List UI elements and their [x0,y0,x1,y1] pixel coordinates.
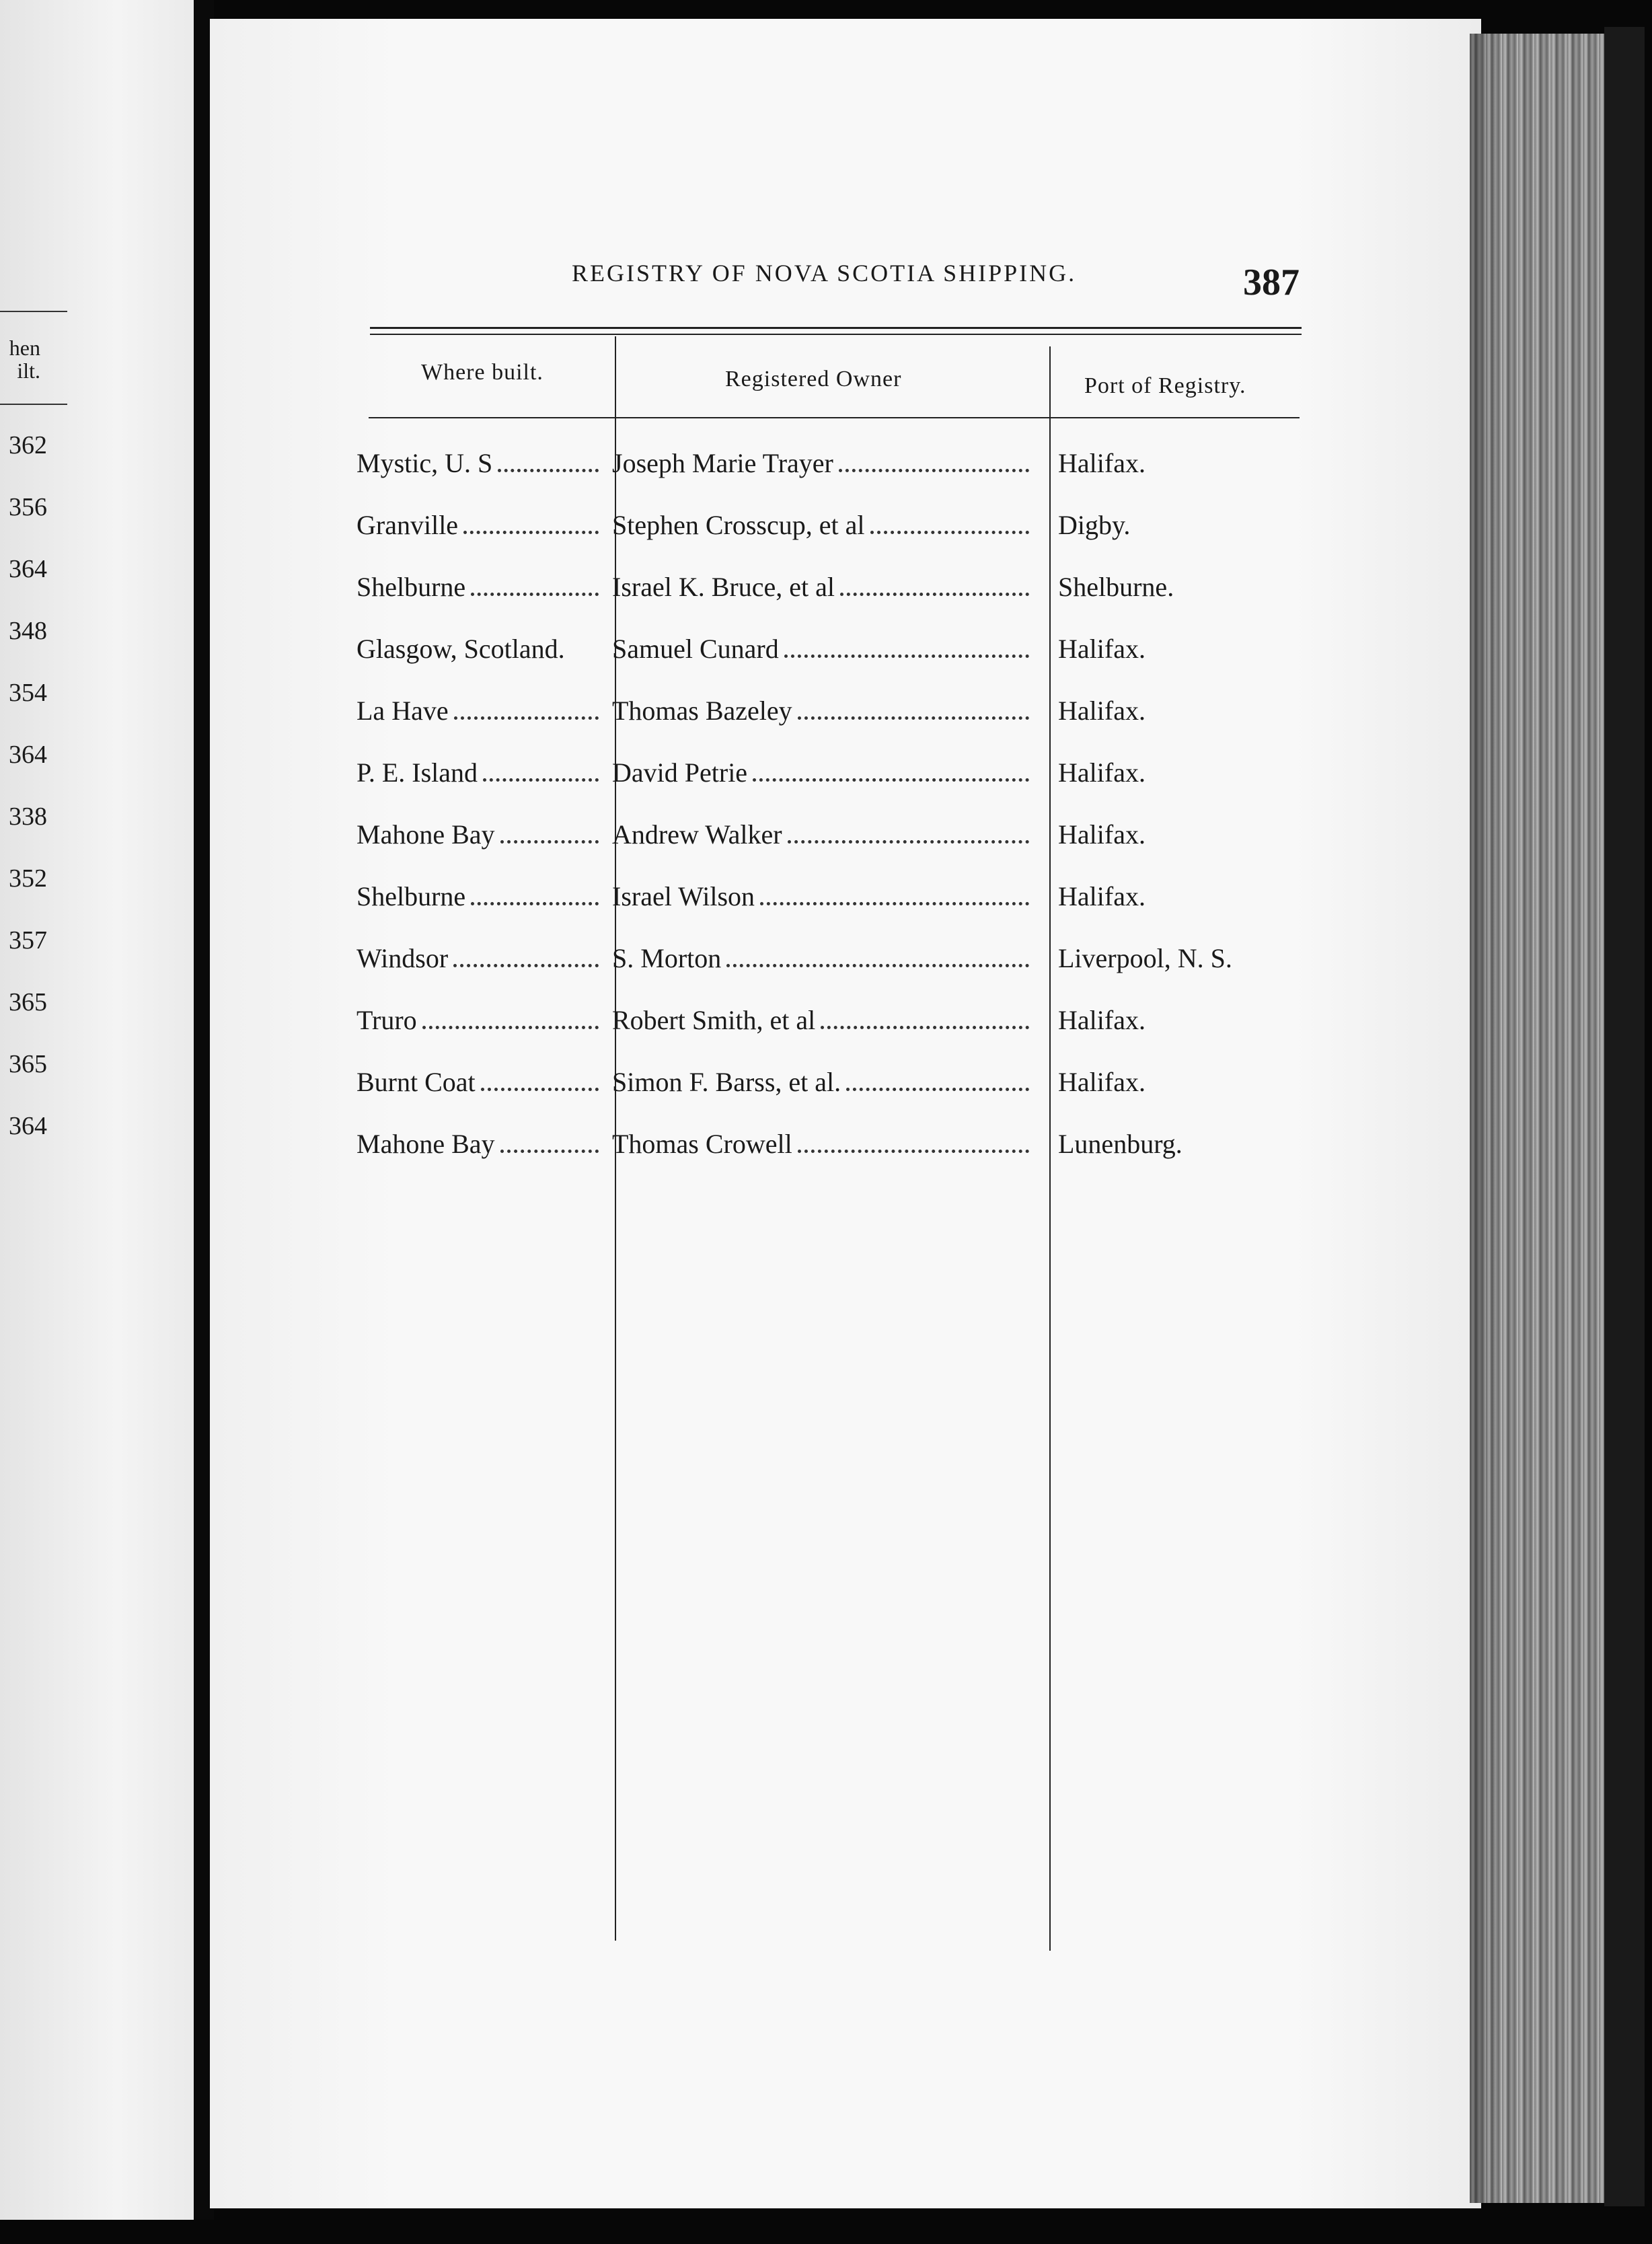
dot-leader [454,716,599,720]
port-cell: Halifax. [1058,634,1146,664]
owner-cell: Thomas Crowell [612,1129,792,1159]
port-cell: Halifax. [1058,757,1146,788]
previous-year: 338 [9,802,47,831]
owner-cell: S. Morton [612,943,722,973]
port-cell: Halifax. [1058,881,1146,911]
port-cell: Halifax. [1058,819,1146,850]
where-built-cell: Shelburne [356,881,466,911]
port-cell: Digby. [1058,510,1131,540]
dot-leader [422,1026,599,1029]
where-built-cell: Mahone Bay [356,819,495,850]
previous-year: 357 [9,926,47,955]
previous-year: 356 [9,493,47,521]
previous-year: 362 [9,431,47,459]
owner-cell: Samuel Cunard [612,634,779,664]
table-row [356,562,1291,624]
previous-page-years [0,431,47,1173]
previous-header-line-1: hen [9,336,40,360]
table-row [356,810,1291,872]
table-row [356,624,1291,686]
table-row [356,872,1291,934]
where-built-cell: Granville [356,510,459,540]
column-header-where-built: Where built. [421,360,543,385]
header-rule-top-inner [370,334,1302,335]
previous-header-line-2: ilt. [17,359,40,383]
dot-leader [788,840,1029,844]
previous-page-fragment [0,0,195,2220]
column-header-port-of-registry: Port of Registry. [1084,373,1246,398]
table-row [356,1057,1291,1119]
dot-leader [726,964,1029,967]
table-row [356,996,1291,1057]
dot-leader [453,964,599,967]
previous-year: 354 [9,679,47,707]
dot-leader [798,716,1029,720]
previous-year: 364 [9,741,47,769]
header-rule-top [370,327,1302,329]
table-row [356,748,1291,810]
port-cell: Shelburne. [1058,572,1174,602]
previous-year: 348 [9,617,47,645]
table-row [356,439,1291,500]
page-number: 387 [1243,262,1300,303]
dot-leader [498,469,599,472]
where-built-cell: La Have [356,696,449,726]
port-cell: Halifax. [1058,1005,1146,1035]
where-built-cell: Shelburne [356,572,466,602]
port-cell: Halifax. [1058,1067,1146,1097]
where-built-cell: Windsor [356,943,449,973]
previous-year: 364 [9,555,47,583]
owner-cell: Israel Wilson [612,881,755,911]
previous-page-rule-bottom [0,404,67,405]
port-cell: Liverpool, N. S. [1058,943,1232,973]
previous-page-column-header [0,336,40,382]
dot-leader [870,531,1030,534]
where-built-cell: Glasgow, Scotland. [356,634,565,664]
owner-cell: Stephen Crosscup, et al [612,510,865,540]
table-row [356,500,1291,562]
dot-leader [760,902,1029,905]
owner-cell: Andrew Walker [612,819,782,850]
dot-leader [821,1026,1029,1029]
table-row [356,1119,1291,1181]
previous-year: 365 [9,988,47,1016]
where-built-cell: Mystic, U. S [356,448,493,478]
dot-leader [839,469,1029,472]
where-built-cell: Mahone Bay [356,1129,495,1159]
previous-year: 352 [9,864,47,893]
dot-leader [784,654,1029,658]
page-edges-shadow [1470,34,1497,2203]
dot-leader [483,778,599,782]
column-header-registered-owner: Registered Owner [725,367,902,391]
where-built-cell: P. E. Island [356,757,478,788]
table-row [356,934,1291,996]
dot-leader [840,593,1029,596]
header-rule-bottom [369,417,1300,418]
where-built-cell: Truro [356,1005,417,1035]
port-cell: Halifax. [1058,448,1146,478]
dot-leader [500,1150,599,1153]
owner-cell: Israel K. Bruce, et al [612,572,835,602]
table-row [356,686,1291,748]
owner-cell: David Petrie [612,757,748,788]
dot-leader [471,593,599,596]
running-title: REGISTRY OF NOVA SCOTIA SHIPPING. [572,260,1077,287]
where-built-cell: Burnt Coat [356,1067,476,1097]
book-cover-edge [1604,27,1645,2206]
dot-leader [753,778,1029,782]
dot-leader [846,1088,1029,1091]
dot-leader [463,531,599,534]
dot-leader [500,840,599,844]
owner-cell: Joseph Marie Trayer [612,448,833,478]
previous-year: 364 [9,1112,47,1140]
registry-table [356,439,1291,1181]
owner-cell: Robert Smith, et al [612,1005,816,1035]
dot-leader [798,1150,1029,1153]
port-cell: Lunenburg. [1058,1129,1182,1159]
port-cell: Halifax. [1058,696,1146,726]
owner-cell: Simon F. Barss, et al. [612,1067,841,1097]
owner-cell: Thomas Bazeley [612,696,792,726]
dot-leader [471,902,599,905]
dot-leader [481,1088,599,1091]
previous-year: 365 [9,1050,47,1078]
previous-page-rule-top [0,311,67,312]
